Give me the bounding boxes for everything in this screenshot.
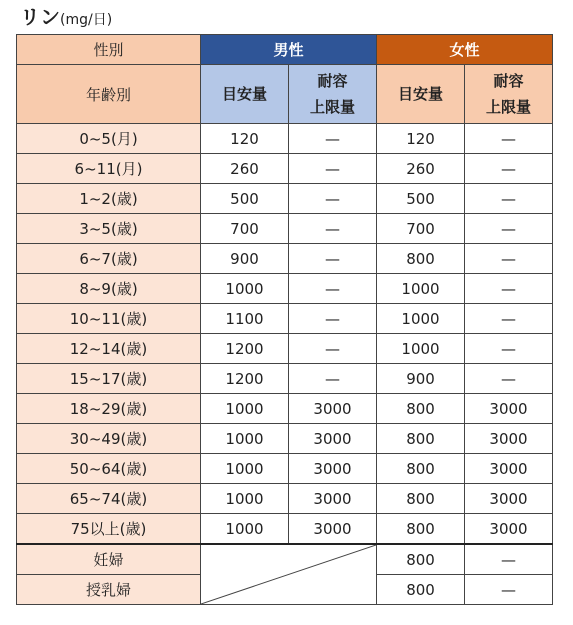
- lactating-label: 授乳婦: [17, 575, 201, 605]
- upper-limit-line1: 耐容: [317, 72, 348, 90]
- male-upper-cell: —: [289, 274, 377, 304]
- table-row: [17, 424, 553, 454]
- female-adequate-cell: 800: [377, 514, 465, 545]
- female-upper-limit-header: [465, 65, 553, 124]
- male-adequate-cell: 1100: [201, 304, 289, 334]
- table-row: [17, 124, 553, 154]
- female-header: 女性: [377, 35, 553, 65]
- male-upper-cell: —: [289, 184, 377, 214]
- male-upper-cell: 3000: [289, 454, 377, 484]
- male-upper-cell: —: [289, 244, 377, 274]
- male-adequate-cell: 1200: [201, 364, 289, 394]
- male-adequate-cell: 1000: [201, 484, 289, 514]
- male-upper-cell: 3000: [289, 394, 377, 424]
- male-adequate-cell: 1000: [201, 394, 289, 424]
- age-cell: 65~74(歳): [17, 484, 201, 514]
- male-adequate-cell: 900: [201, 244, 289, 274]
- female-adequate-cell: 1000: [377, 334, 465, 364]
- female-adequate-cell: 800: [377, 244, 465, 274]
- not-applicable-cell: [201, 544, 377, 605]
- female-adequate-cell: 120: [377, 124, 465, 154]
- age-cell: 3~5(歳): [17, 214, 201, 244]
- table-row: [17, 334, 553, 364]
- female-adequate-cell: 800: [377, 575, 465, 605]
- female-adequate-cell: 500: [377, 184, 465, 214]
- upper-limit-line2: 上限量: [486, 98, 532, 116]
- female-upper-cell: —: [465, 544, 553, 575]
- age-cell: 10~11(歳): [17, 304, 201, 334]
- female-adequate-cell: 700: [377, 214, 465, 244]
- age-cell: 50~64(歳): [17, 454, 201, 484]
- female-upper-cell: —: [465, 154, 553, 184]
- female-upper-cell: —: [465, 334, 553, 364]
- female-upper-cell: —: [465, 304, 553, 334]
- pregnant-label: 妊婦: [17, 544, 201, 575]
- female-adequate-cell: 800: [377, 394, 465, 424]
- female-upper-cell: 3000: [465, 514, 553, 545]
- table-title: [20, 4, 112, 30]
- title-unit: (mg/日): [60, 12, 113, 28]
- female-adequate-cell: 800: [377, 484, 465, 514]
- table-row: [17, 394, 553, 424]
- age-header: 年齢別: [17, 65, 201, 124]
- table-row: [17, 274, 553, 304]
- male-upper-cell: 3000: [289, 424, 377, 454]
- age-cell: 8~9(歳): [17, 274, 201, 304]
- table-row: [17, 514, 553, 545]
- age-cell: 6~7(歳): [17, 244, 201, 274]
- table-row: [17, 454, 553, 484]
- table-row: [17, 484, 553, 514]
- female-upper-cell: 3000: [465, 454, 553, 484]
- table-row: [17, 244, 553, 274]
- male-adequate-cell: 1200: [201, 334, 289, 364]
- male-adequate-header: 目安量: [201, 65, 289, 124]
- table-row: [17, 304, 553, 334]
- male-upper-cell: —: [289, 154, 377, 184]
- male-upper-limit-header: [289, 65, 377, 124]
- female-adequate-cell: 800: [377, 544, 465, 575]
- female-adequate-cell: 1000: [377, 274, 465, 304]
- female-upper-cell: 3000: [465, 424, 553, 454]
- female-adequate-cell: 260: [377, 154, 465, 184]
- male-upper-cell: —: [289, 334, 377, 364]
- female-upper-cell: —: [465, 214, 553, 244]
- female-upper-cell: —: [465, 575, 553, 605]
- diagonal-line: [201, 545, 376, 604]
- age-cell: 6~11(月): [17, 154, 201, 184]
- male-adequate-cell: 1000: [201, 274, 289, 304]
- female-upper-cell: —: [465, 274, 553, 304]
- age-cell: 0~5(月): [17, 124, 201, 154]
- female-upper-cell: 3000: [465, 394, 553, 424]
- male-adequate-cell: 1000: [201, 454, 289, 484]
- male-adequate-cell: 500: [201, 184, 289, 214]
- table-row-pregnant: [17, 544, 553, 575]
- male-upper-cell: 3000: [289, 484, 377, 514]
- female-upper-cell: —: [465, 244, 553, 274]
- upper-limit-line1: 耐容: [493, 72, 524, 90]
- table-row: [17, 364, 553, 394]
- age-cell: 15~17(歳): [17, 364, 201, 394]
- age-cell: 18~29(歳): [17, 394, 201, 424]
- male-adequate-cell: 1000: [201, 424, 289, 454]
- phosphorus-intake-table: [16, 34, 553, 605]
- female-upper-cell: —: [465, 184, 553, 214]
- female-adequate-cell: 1000: [377, 304, 465, 334]
- male-upper-cell: —: [289, 214, 377, 244]
- female-upper-cell: —: [465, 124, 553, 154]
- female-adequate-cell: 800: [377, 424, 465, 454]
- age-cell: 1~2(歳): [17, 184, 201, 214]
- male-upper-cell: —: [289, 364, 377, 394]
- male-adequate-cell: 1000: [201, 514, 289, 545]
- female-adequate-header: 目安量: [377, 65, 465, 124]
- title-main: リン: [20, 5, 60, 29]
- male-upper-cell: —: [289, 124, 377, 154]
- male-upper-cell: —: [289, 304, 377, 334]
- female-adequate-cell: 800: [377, 454, 465, 484]
- upper-limit-line2: 上限量: [310, 98, 356, 116]
- sex-header: 性別: [17, 35, 201, 65]
- female-upper-cell: —: [465, 364, 553, 394]
- male-header: 男性: [201, 35, 377, 65]
- male-adequate-cell: 700: [201, 214, 289, 244]
- table-row: [17, 214, 553, 244]
- male-upper-cell: 3000: [289, 514, 377, 545]
- age-cell: 30~49(歳): [17, 424, 201, 454]
- age-cell: 75以上(歳): [17, 514, 201, 545]
- male-adequate-cell: 120: [201, 124, 289, 154]
- female-adequate-cell: 900: [377, 364, 465, 394]
- age-cell: 12~14(歳): [17, 334, 201, 364]
- female-upper-cell: 3000: [465, 484, 553, 514]
- table-row: [17, 184, 553, 214]
- table-row: [17, 154, 553, 184]
- male-adequate-cell: 260: [201, 154, 289, 184]
